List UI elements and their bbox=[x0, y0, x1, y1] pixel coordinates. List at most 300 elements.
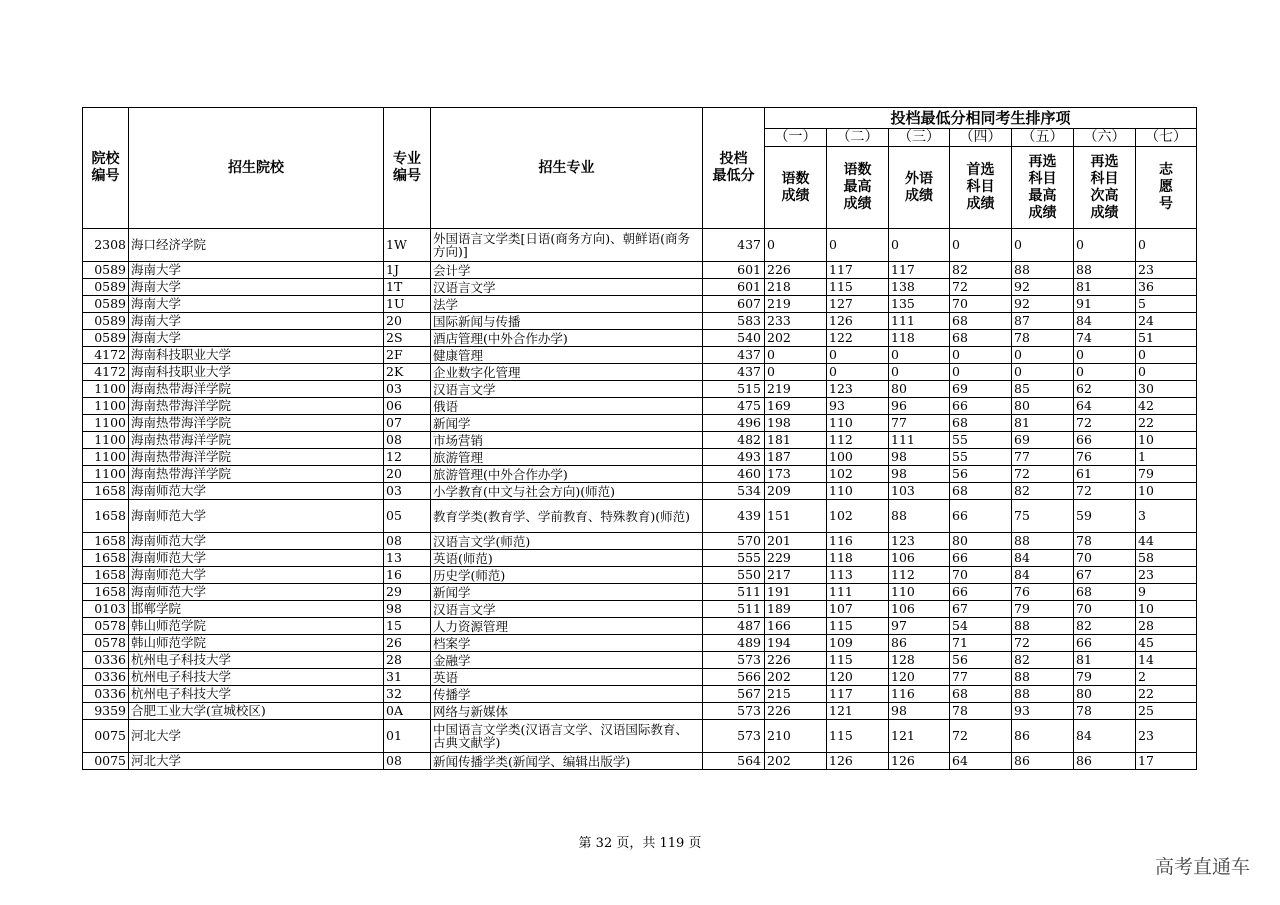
sort-score-cell: 78 bbox=[1074, 703, 1136, 720]
major-code-cell: 20 bbox=[384, 466, 431, 483]
major-code-cell: 1J bbox=[384, 262, 431, 279]
sort-score-cell: 169 bbox=[765, 398, 827, 415]
school-code-cell: 4172 bbox=[83, 364, 129, 381]
min-score-cell: 567 bbox=[703, 686, 765, 703]
sort-score-cell: 24 bbox=[1136, 313, 1197, 330]
min-score-cell: 573 bbox=[703, 703, 765, 720]
major-name-cell: 会计学 bbox=[431, 262, 703, 279]
sort-score-cell: 202 bbox=[765, 669, 827, 686]
school-name-cell: 河北大学 bbox=[129, 720, 384, 753]
sort-score-cell: 64 bbox=[1074, 398, 1136, 415]
sort-score-cell: 78 bbox=[1012, 330, 1074, 347]
sort-score-cell: 209 bbox=[765, 483, 827, 500]
sort-score-cell: 70 bbox=[950, 296, 1012, 313]
sort-score-cell: 69 bbox=[950, 381, 1012, 398]
table-row bbox=[83, 618, 1197, 635]
sort-score-cell: 117 bbox=[827, 686, 889, 703]
school-code-cell: 1100 bbox=[83, 415, 129, 432]
school-name-cell: 海南大学 bbox=[129, 279, 384, 296]
table-row bbox=[83, 500, 1197, 533]
sort-score-cell: 72 bbox=[950, 279, 1012, 296]
sort-score-cell: 0 bbox=[1136, 364, 1197, 381]
min-score-cell: 601 bbox=[703, 279, 765, 296]
min-score-cell: 489 bbox=[703, 635, 765, 652]
school-code-cell: 1100 bbox=[83, 449, 129, 466]
sort-score-cell: 128 bbox=[889, 652, 950, 669]
sort-score-cell: 79 bbox=[1012, 601, 1074, 618]
page-footer: 第 32 页，共 119 页 bbox=[578, 836, 702, 851]
sort-score-cell: 54 bbox=[950, 618, 1012, 635]
sort-score-cell: 111 bbox=[889, 313, 950, 330]
min-score-cell: 475 bbox=[703, 398, 765, 415]
sort-score-cell: 110 bbox=[889, 584, 950, 601]
major-name-cell: 金融学 bbox=[431, 652, 703, 669]
school-code-cell: 1658 bbox=[83, 550, 129, 567]
sort-score-cell: 88 bbox=[1012, 669, 1074, 686]
sort-score-cell: 84 bbox=[1074, 313, 1136, 330]
major-name-cell: 汉语言文学(师范) bbox=[431, 533, 703, 550]
sort-score-cell: 66 bbox=[1074, 432, 1136, 449]
sort-score-cell: 219 bbox=[765, 296, 827, 313]
sort-score-cell: 70 bbox=[1074, 550, 1136, 567]
sort-score-cell: 115 bbox=[827, 618, 889, 635]
sort-score-cell: 70 bbox=[1074, 601, 1136, 618]
school-code-cell: 0589 bbox=[83, 296, 129, 313]
sort-score-cell: 61 bbox=[1074, 466, 1136, 483]
min-score-cell: 437 bbox=[703, 347, 765, 364]
sort-score-cell: 66 bbox=[950, 550, 1012, 567]
school-code-cell: 9359 bbox=[83, 703, 129, 720]
sort-score-cell: 88 bbox=[1012, 618, 1074, 635]
table-row bbox=[83, 398, 1197, 415]
table-row bbox=[83, 753, 1197, 770]
major-code-cell: 08 bbox=[384, 753, 431, 770]
major-name-cell: 传播学 bbox=[431, 686, 703, 703]
sort-score-cell: 81 bbox=[1012, 415, 1074, 432]
sort-score-cell: 0 bbox=[1012, 364, 1074, 381]
sort-score-cell: 25 bbox=[1136, 703, 1197, 720]
sort-score-cell: 93 bbox=[1012, 703, 1074, 720]
major-code-cell: 1W bbox=[384, 229, 431, 262]
school-name-cell: 杭州电子科技大学 bbox=[129, 669, 384, 686]
major-code-cell: 15 bbox=[384, 618, 431, 635]
sort-score-cell: 92 bbox=[1012, 279, 1074, 296]
sort-score-cell: 0 bbox=[1074, 229, 1136, 262]
sort-score-cell: 0 bbox=[1012, 347, 1074, 364]
sort-score-cell: 23 bbox=[1136, 720, 1197, 753]
school-name-cell: 海口经济学院 bbox=[129, 229, 384, 262]
sort-score-cell: 66 bbox=[950, 584, 1012, 601]
min-score-cell: 601 bbox=[703, 262, 765, 279]
sort-score-cell: 0 bbox=[827, 347, 889, 364]
min-score-cell: 439 bbox=[703, 500, 765, 533]
table-row bbox=[83, 584, 1197, 601]
sort-score-cell: 88 bbox=[1012, 533, 1074, 550]
sort-score-cell: 0 bbox=[765, 347, 827, 364]
major-name-cell: 健康管理 bbox=[431, 347, 703, 364]
sort-score-cell: 121 bbox=[827, 703, 889, 720]
sort-score-cell: 88 bbox=[1074, 262, 1136, 279]
school-code-cell: 2308 bbox=[83, 229, 129, 262]
major-name-cell: 英语(师范) bbox=[431, 550, 703, 567]
sort-score-cell: 0 bbox=[950, 364, 1012, 381]
header-min-score: 投档 最低分 bbox=[703, 108, 765, 229]
sort-score-cell: 111 bbox=[827, 584, 889, 601]
table-row bbox=[83, 330, 1197, 347]
sort-score-cell: 96 bbox=[889, 398, 950, 415]
school-name-cell: 合肥工业大学(宣城校区) bbox=[129, 703, 384, 720]
major-name-cell: 企业数字化管理 bbox=[431, 364, 703, 381]
major-code-cell: 13 bbox=[384, 550, 431, 567]
header-order-label: （三） bbox=[889, 129, 950, 147]
school-name-cell: 邯郸学院 bbox=[129, 601, 384, 618]
sort-score-cell: 233 bbox=[765, 313, 827, 330]
sort-score-cell: 97 bbox=[889, 618, 950, 635]
header-sort-group: 投档最低分相同考生排序项 bbox=[765, 108, 1197, 129]
major-code-cell: 05 bbox=[384, 500, 431, 533]
min-score-cell: 515 bbox=[703, 381, 765, 398]
table-row bbox=[83, 533, 1197, 550]
sort-score-cell: 135 bbox=[889, 296, 950, 313]
table-row bbox=[83, 313, 1197, 330]
school-name-cell: 海南科技职业大学 bbox=[129, 364, 384, 381]
school-code-cell: 0336 bbox=[83, 669, 129, 686]
sort-score-cell: 126 bbox=[827, 313, 889, 330]
sort-score-cell: 126 bbox=[889, 753, 950, 770]
sort-score-cell: 55 bbox=[950, 449, 1012, 466]
min-score-cell: 566 bbox=[703, 669, 765, 686]
sort-score-cell: 112 bbox=[827, 432, 889, 449]
sort-score-cell: 106 bbox=[889, 601, 950, 618]
school-name-cell: 海南热带海洋学院 bbox=[129, 415, 384, 432]
school-name-cell: 海南师范大学 bbox=[129, 567, 384, 584]
sort-score-cell: 198 bbox=[765, 415, 827, 432]
sort-score-cell: 121 bbox=[889, 720, 950, 753]
major-name-cell: 外国语言文学类[日语(商务方向)、朝鲜语(商务方向)] bbox=[431, 229, 703, 262]
sort-score-cell: 66 bbox=[950, 500, 1012, 533]
school-name-cell: 海南热带海洋学院 bbox=[129, 466, 384, 483]
sort-score-cell: 42 bbox=[1136, 398, 1197, 415]
major-name-cell: 英语 bbox=[431, 669, 703, 686]
sort-score-cell: 84 bbox=[1012, 550, 1074, 567]
school-name-cell: 海南大学 bbox=[129, 330, 384, 347]
sort-score-cell: 0 bbox=[950, 229, 1012, 262]
table-row bbox=[83, 703, 1197, 720]
major-code-cell: 16 bbox=[384, 567, 431, 584]
sort-score-cell: 98 bbox=[889, 703, 950, 720]
table-row bbox=[83, 381, 1197, 398]
sort-score-cell: 112 bbox=[889, 567, 950, 584]
sort-score-cell: 0 bbox=[1074, 364, 1136, 381]
sort-score-cell: 166 bbox=[765, 618, 827, 635]
sort-score-cell: 98 bbox=[889, 449, 950, 466]
school-name-cell: 海南大学 bbox=[129, 313, 384, 330]
min-score-cell: 460 bbox=[703, 466, 765, 483]
school-code-cell: 1100 bbox=[83, 398, 129, 415]
major-name-cell: 历史学(师范) bbox=[431, 567, 703, 584]
sort-score-cell: 84 bbox=[1012, 567, 1074, 584]
sort-score-cell: 0 bbox=[1012, 229, 1074, 262]
table-row bbox=[83, 567, 1197, 584]
sort-score-cell: 98 bbox=[889, 466, 950, 483]
sort-score-cell: 78 bbox=[950, 703, 1012, 720]
table-row bbox=[83, 550, 1197, 567]
sort-score-cell: 191 bbox=[765, 584, 827, 601]
sort-score-cell: 72 bbox=[1012, 635, 1074, 652]
sort-score-cell: 0 bbox=[827, 229, 889, 262]
school-code-cell: 0336 bbox=[83, 686, 129, 703]
school-name-cell: 杭州电子科技大学 bbox=[129, 686, 384, 703]
school-code-cell: 0103 bbox=[83, 601, 129, 618]
sort-score-cell: 23 bbox=[1136, 262, 1197, 279]
major-code-cell: 0A bbox=[384, 703, 431, 720]
sort-score-cell: 64 bbox=[950, 753, 1012, 770]
header-order-item: 首选 科目 成绩 bbox=[950, 147, 1012, 229]
sort-score-cell: 85 bbox=[1012, 381, 1074, 398]
table-row bbox=[83, 229, 1197, 262]
sort-score-cell: 0 bbox=[950, 347, 1012, 364]
table-row bbox=[83, 347, 1197, 364]
min-score-cell: 534 bbox=[703, 483, 765, 500]
min-score-cell: 607 bbox=[703, 296, 765, 313]
sort-score-cell: 122 bbox=[827, 330, 889, 347]
sort-score-cell: 109 bbox=[827, 635, 889, 652]
header-school-code: 院校 编号 bbox=[83, 108, 129, 229]
major-code-cell: 20 bbox=[384, 313, 431, 330]
major-name-cell: 教育学类(教育学、学前教育、特殊教育)(师范) bbox=[431, 500, 703, 533]
header-major-name: 招生专业 bbox=[431, 108, 703, 229]
sort-score-cell: 36 bbox=[1136, 279, 1197, 296]
school-name-cell: 海南热带海洋学院 bbox=[129, 398, 384, 415]
sort-score-cell: 210 bbox=[765, 720, 827, 753]
school-code-cell: 0075 bbox=[83, 720, 129, 753]
sort-score-cell: 117 bbox=[827, 262, 889, 279]
sort-score-cell: 55 bbox=[950, 432, 1012, 449]
sort-score-cell: 226 bbox=[765, 703, 827, 720]
min-score-cell: 511 bbox=[703, 584, 765, 601]
sort-score-cell: 0 bbox=[765, 364, 827, 381]
min-score-cell: 555 bbox=[703, 550, 765, 567]
school-code-cell: 0578 bbox=[83, 618, 129, 635]
header-major-code: 专业 编号 bbox=[384, 108, 431, 229]
header-order-item: 语数 最高 成绩 bbox=[827, 147, 889, 229]
sort-score-cell: 217 bbox=[765, 567, 827, 584]
major-code-cell: 1U bbox=[384, 296, 431, 313]
sort-score-cell: 10 bbox=[1136, 483, 1197, 500]
major-name-cell: 小学教育(中文与社会方向)(师范) bbox=[431, 483, 703, 500]
sort-score-cell: 22 bbox=[1136, 686, 1197, 703]
sort-score-cell: 0 bbox=[889, 229, 950, 262]
school-code-cell: 1658 bbox=[83, 567, 129, 584]
major-name-cell: 法学 bbox=[431, 296, 703, 313]
sort-score-cell: 45 bbox=[1136, 635, 1197, 652]
school-name-cell: 海南热带海洋学院 bbox=[129, 432, 384, 449]
sort-score-cell: 118 bbox=[827, 550, 889, 567]
school-code-cell: 0589 bbox=[83, 262, 129, 279]
watermark: 高考直通车 bbox=[1154, 856, 1250, 878]
sort-score-cell: 75 bbox=[1012, 500, 1074, 533]
sort-score-cell: 77 bbox=[950, 669, 1012, 686]
school-code-cell: 1100 bbox=[83, 381, 129, 398]
sort-score-cell: 0 bbox=[765, 229, 827, 262]
min-score-cell: 550 bbox=[703, 567, 765, 584]
header-order-label: （五） bbox=[1012, 129, 1074, 147]
major-code-cell: 1T bbox=[384, 279, 431, 296]
major-name-cell: 新闻学 bbox=[431, 415, 703, 432]
sort-score-cell: 87 bbox=[1012, 313, 1074, 330]
sort-score-cell: 44 bbox=[1136, 533, 1197, 550]
major-code-cell: 2F bbox=[384, 347, 431, 364]
admission-score-table bbox=[82, 107, 1197, 770]
sort-score-cell: 110 bbox=[827, 415, 889, 432]
major-name-cell: 档案学 bbox=[431, 635, 703, 652]
sort-score-cell: 0 bbox=[889, 364, 950, 381]
school-code-cell: 0336 bbox=[83, 652, 129, 669]
sort-score-cell: 10 bbox=[1136, 432, 1197, 449]
sort-score-cell: 0 bbox=[1136, 347, 1197, 364]
sort-score-cell: 110 bbox=[827, 483, 889, 500]
sort-score-cell: 82 bbox=[950, 262, 1012, 279]
sort-score-cell: 86 bbox=[889, 635, 950, 652]
school-name-cell: 海南师范大学 bbox=[129, 533, 384, 550]
major-name-cell: 新闻学 bbox=[431, 584, 703, 601]
header-order-item: 再选 科目 次高 成绩 bbox=[1074, 147, 1136, 229]
table-row bbox=[83, 279, 1197, 296]
sort-score-cell: 30 bbox=[1136, 381, 1197, 398]
table-row bbox=[83, 262, 1197, 279]
table-row bbox=[83, 635, 1197, 652]
sort-score-cell: 80 bbox=[1074, 686, 1136, 703]
sort-score-cell: 0 bbox=[889, 347, 950, 364]
sort-score-cell: 81 bbox=[1074, 652, 1136, 669]
major-name-cell: 汉语言文学 bbox=[431, 381, 703, 398]
major-code-cell: 01 bbox=[384, 720, 431, 753]
major-name-cell: 旅游管理 bbox=[431, 449, 703, 466]
major-code-cell: 29 bbox=[384, 584, 431, 601]
school-name-cell: 海南师范大学 bbox=[129, 500, 384, 533]
sort-score-cell: 23 bbox=[1136, 567, 1197, 584]
sort-score-cell: 226 bbox=[765, 652, 827, 669]
sort-score-cell: 127 bbox=[827, 296, 889, 313]
table-row bbox=[83, 601, 1197, 618]
major-name-cell: 市场营销 bbox=[431, 432, 703, 449]
sort-score-cell: 117 bbox=[889, 262, 950, 279]
major-code-cell: 06 bbox=[384, 398, 431, 415]
sort-score-cell: 3 bbox=[1136, 500, 1197, 533]
header-order-item: 语数 成绩 bbox=[765, 147, 827, 229]
sort-score-cell: 123 bbox=[827, 381, 889, 398]
sort-score-cell: 72 bbox=[1012, 466, 1074, 483]
sort-score-cell: 76 bbox=[1074, 449, 1136, 466]
sort-score-cell: 77 bbox=[1012, 449, 1074, 466]
sort-score-cell: 72 bbox=[950, 720, 1012, 753]
sort-score-cell: 138 bbox=[889, 279, 950, 296]
school-name-cell: 韩山师范学院 bbox=[129, 618, 384, 635]
min-score-cell: 583 bbox=[703, 313, 765, 330]
sort-score-cell: 91 bbox=[1074, 296, 1136, 313]
sort-score-cell: 126 bbox=[827, 753, 889, 770]
sort-score-cell: 28 bbox=[1136, 618, 1197, 635]
sort-score-cell: 56 bbox=[950, 652, 1012, 669]
sort-score-cell: 86 bbox=[1012, 753, 1074, 770]
sort-score-cell: 151 bbox=[765, 500, 827, 533]
sort-score-cell: 116 bbox=[827, 533, 889, 550]
min-score-cell: 493 bbox=[703, 449, 765, 466]
header-order-label: （六） bbox=[1074, 129, 1136, 147]
sort-score-cell: 88 bbox=[1012, 262, 1074, 279]
sort-score-cell: 70 bbox=[950, 567, 1012, 584]
school-code-cell: 0589 bbox=[83, 313, 129, 330]
sort-score-cell: 74 bbox=[1074, 330, 1136, 347]
major-name-cell: 汉语言文学 bbox=[431, 279, 703, 296]
sort-score-cell: 0 bbox=[827, 364, 889, 381]
sort-score-cell: 202 bbox=[765, 753, 827, 770]
major-code-cell: 07 bbox=[384, 415, 431, 432]
min-score-cell: 496 bbox=[703, 415, 765, 432]
table-row bbox=[83, 449, 1197, 466]
school-name-cell: 海南大学 bbox=[129, 262, 384, 279]
min-score-cell: 570 bbox=[703, 533, 765, 550]
major-code-cell: 03 bbox=[384, 381, 431, 398]
school-name-cell: 海南科技职业大学 bbox=[129, 347, 384, 364]
school-code-cell: 4172 bbox=[83, 347, 129, 364]
sort-score-cell: 79 bbox=[1136, 466, 1197, 483]
min-score-cell: 482 bbox=[703, 432, 765, 449]
header-order-label: （一） bbox=[765, 129, 827, 147]
sort-score-cell: 66 bbox=[950, 398, 1012, 415]
sort-score-cell: 86 bbox=[1012, 720, 1074, 753]
major-code-cell: 32 bbox=[384, 686, 431, 703]
min-score-cell: 487 bbox=[703, 618, 765, 635]
min-score-cell: 573 bbox=[703, 652, 765, 669]
major-name-cell: 人力资源管理 bbox=[431, 618, 703, 635]
sort-score-cell: 71 bbox=[950, 635, 1012, 652]
sort-score-cell: 80 bbox=[1012, 398, 1074, 415]
sort-score-cell: 120 bbox=[889, 669, 950, 686]
sort-score-cell: 88 bbox=[1012, 686, 1074, 703]
min-score-cell: 540 bbox=[703, 330, 765, 347]
major-code-cell: 2S bbox=[384, 330, 431, 347]
sort-score-cell: 2 bbox=[1136, 669, 1197, 686]
table-row bbox=[83, 364, 1197, 381]
sort-score-cell: 10 bbox=[1136, 601, 1197, 618]
sort-score-cell: 219 bbox=[765, 381, 827, 398]
sort-score-cell: 194 bbox=[765, 635, 827, 652]
sort-score-cell: 80 bbox=[889, 381, 950, 398]
sort-score-cell: 17 bbox=[1136, 753, 1197, 770]
sort-score-cell: 67 bbox=[1074, 567, 1136, 584]
sort-score-cell: 229 bbox=[765, 550, 827, 567]
sort-score-cell: 77 bbox=[889, 415, 950, 432]
min-score-cell: 573 bbox=[703, 720, 765, 753]
sort-score-cell: 76 bbox=[1012, 584, 1074, 601]
sort-score-cell: 56 bbox=[950, 466, 1012, 483]
sort-score-cell: 66 bbox=[1074, 635, 1136, 652]
sort-score-cell: 118 bbox=[889, 330, 950, 347]
sort-score-cell: 120 bbox=[827, 669, 889, 686]
major-name-cell: 新闻传播学类(新闻学、编辑出版学) bbox=[431, 753, 703, 770]
header-order-label: （四） bbox=[950, 129, 1012, 147]
school-name-cell: 海南师范大学 bbox=[129, 584, 384, 601]
table-row bbox=[83, 432, 1197, 449]
sort-score-cell: 67 bbox=[950, 601, 1012, 618]
major-name-cell: 酒店管理(中外合作办学) bbox=[431, 330, 703, 347]
sort-score-cell: 82 bbox=[1012, 652, 1074, 669]
school-code-cell: 1100 bbox=[83, 466, 129, 483]
sort-score-cell: 58 bbox=[1136, 550, 1197, 567]
school-code-cell: 0075 bbox=[83, 753, 129, 770]
school-code-cell: 1658 bbox=[83, 584, 129, 601]
